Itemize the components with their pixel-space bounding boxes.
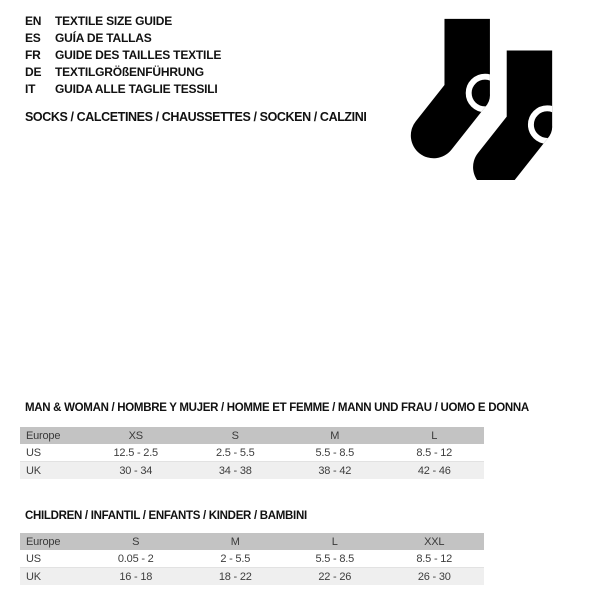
size-cell: 22 - 26 — [318, 570, 352, 583]
column-header-size: M — [330, 429, 340, 442]
region-cell: US — [20, 444, 86, 462]
language-code: DE — [25, 65, 42, 79]
language-code: EN — [25, 14, 42, 28]
table-header-row — [20, 533, 484, 550]
size-cell: 8.5 - 12 — [385, 444, 485, 462]
socks-icon — [402, 8, 565, 180]
table-row-us — [20, 444, 484, 462]
column-header-region: Europe — [26, 429, 61, 442]
size-cell: 30 - 34 — [119, 464, 153, 477]
language-row — [25, 13, 221, 30]
region-cell: US — [20, 550, 86, 568]
table-title-children: CHILDREN / INFANTIL / ENFANTS / KINDER / BAMBINI — [25, 510, 307, 522]
column-header-size: L — [431, 429, 438, 442]
region-cell: UK — [26, 464, 41, 477]
language-row — [25, 64, 221, 81]
language-row — [25, 47, 221, 64]
size-cell: 0.05 - 2 — [86, 550, 186, 568]
size-cell: 26 - 30 — [417, 570, 451, 583]
language-label: GUIDA ALLE TAGLIE TESSILI — [55, 82, 218, 96]
size-cell: 8.5 - 12 — [385, 550, 485, 568]
column-header-size: XXL — [424, 535, 445, 548]
size-cell: 12.5 - 2.5 — [86, 444, 186, 462]
language-row — [25, 30, 221, 47]
size-table-children — [20, 533, 484, 585]
size-cell: 34 - 38 — [218, 464, 252, 477]
table-row-us — [20, 550, 484, 568]
language-legend — [25, 13, 221, 98]
language-code: FR — [25, 48, 41, 62]
language-code: IT — [25, 82, 36, 96]
size-cell: 5.5 - 8.5 — [285, 444, 385, 462]
table-row-uk — [20, 462, 484, 480]
language-row — [25, 81, 221, 98]
language-label: TEXTILE SIZE GUIDE — [55, 14, 173, 28]
language-label: GUÍA DE TALLAS — [55, 31, 152, 45]
column-header-size: L — [331, 535, 338, 548]
language-label: GUIDE DES TAILLES TEXTILE — [55, 48, 222, 62]
language-code: ES — [25, 31, 41, 45]
size-cell: 18 - 22 — [218, 570, 252, 583]
region-cell: UK — [26, 570, 41, 583]
size-table-man-woman — [20, 427, 484, 479]
size-cell: 2 - 5.5 — [186, 550, 286, 568]
table-title-man-woman: MAN & WOMAN / HOMBRE Y MUJER / HOMME ET FEMME / MANN UND FRAU / UOMO E DONNA — [25, 402, 529, 414]
table-header-row — [20, 427, 484, 444]
size-cell: 5.5 - 8.5 — [285, 550, 385, 568]
size-cell: 2.5 - 5.5 — [186, 444, 286, 462]
column-header-size: S — [132, 535, 140, 548]
size-cell: 16 - 18 — [119, 570, 153, 583]
size-cell: 38 - 42 — [318, 464, 352, 477]
column-header-size: S — [231, 429, 239, 442]
category-line: SOCKS / CALCETINES / CHAUSSETTES / SOCKEN / CALZINI — [25, 110, 367, 124]
column-header-size: M — [230, 535, 240, 548]
column-header-region: Europe — [26, 535, 61, 548]
column-header-size: XS — [128, 429, 143, 442]
language-label: TEXTILGRÖßENFÜHRUNG — [55, 65, 204, 79]
size-cell: 42 - 46 — [417, 464, 451, 477]
table-row-uk — [20, 568, 484, 586]
